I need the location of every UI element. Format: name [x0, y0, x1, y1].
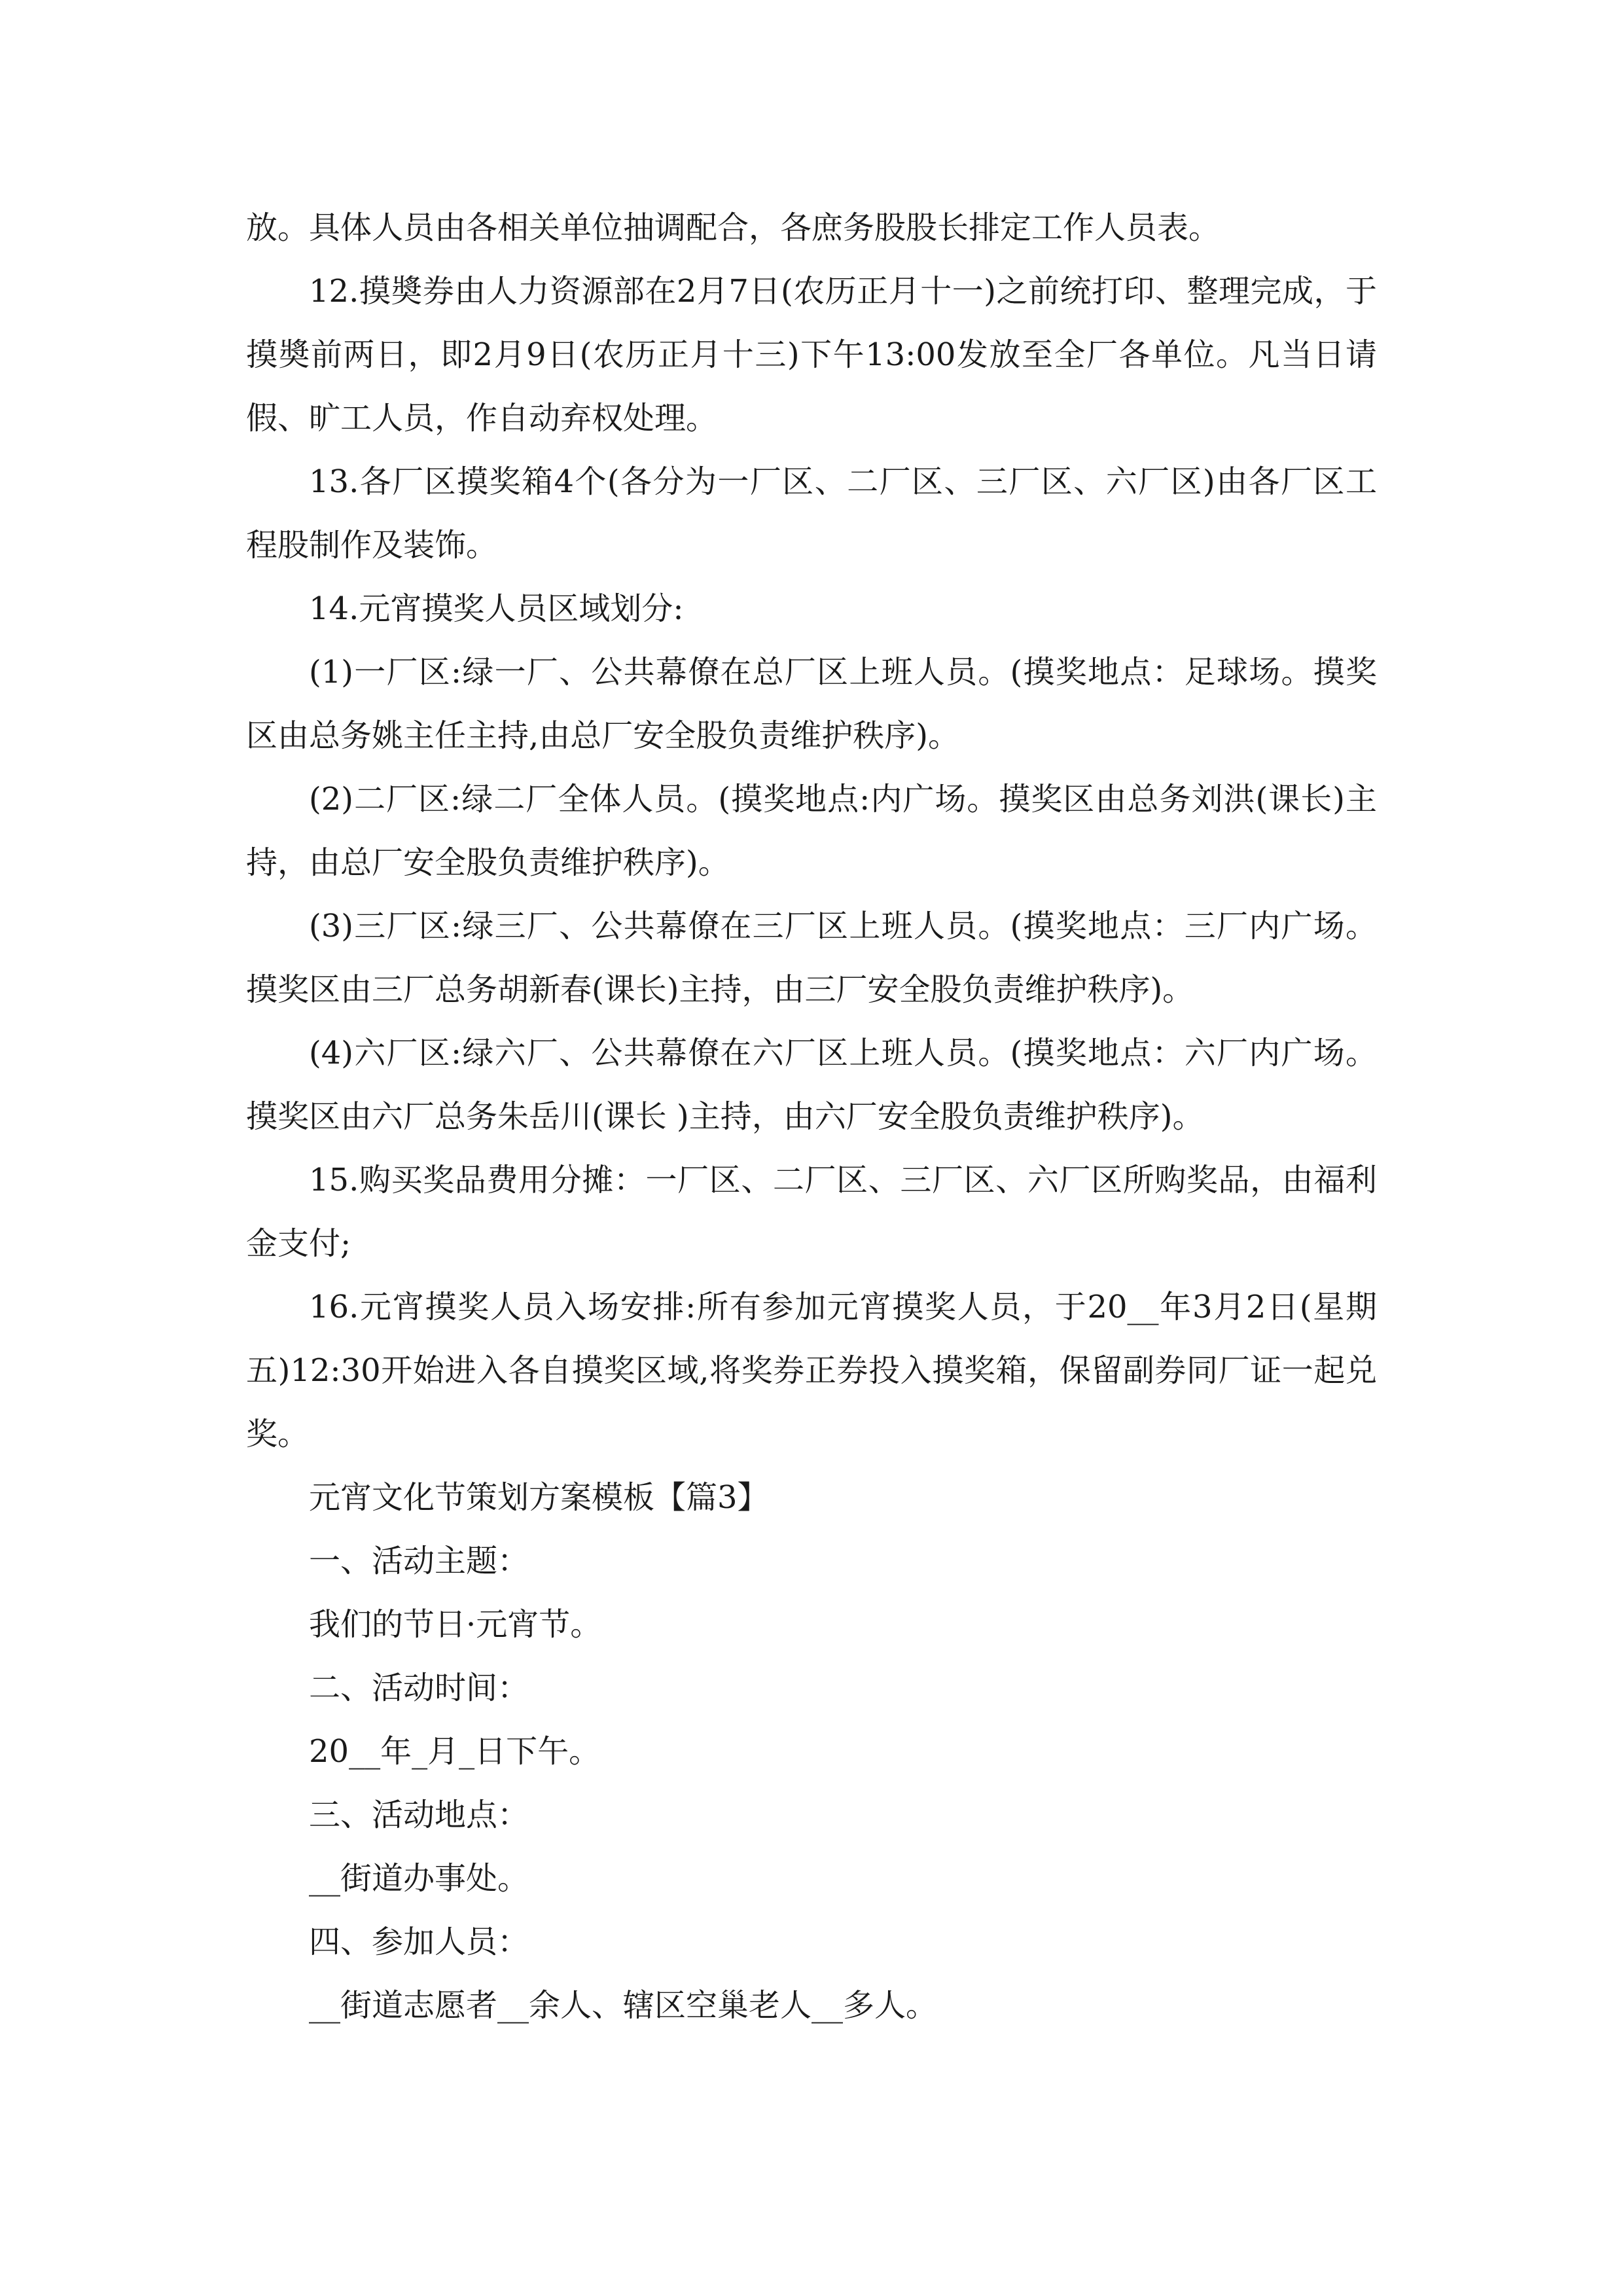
heading-time: 二、活动时间： [309, 1670, 529, 1706]
heading-location: 三、活动地点： [309, 1797, 529, 1833]
document-body [246, 196, 1377, 2037]
paragraph-area-3: (3)三厂区:绿三厂、公共幕僚在三厂区上班人员。(摸奖地点：三厂内广场。摸奖区由三厂总务胡新春(课长)主持，由三厂安全股负责维护秩序)。 [246, 908, 1377, 1008]
paragraph-item-15: 15.购买奖品费用分摊：一厂区、二厂区、三厂区、六厂区所购奖品，由福利金支付; [246, 1162, 1377, 1262]
paragraph-area-1: (1)一厂区:绿一厂、公共幕僚在总厂区上班人员。(摸奖地点：足球场。摸奖区由总务姚主任主持,由总厂安全股负责维护秩序)。 [246, 654, 1377, 754]
paragraph-item-13: 13.各厂区摸奖箱4个(各分为一厂区、二厂区、三厂区、六厂区)由各厂区工程股制作及装饰。 [246, 463, 1377, 564]
value-location: __街道办事处。 [309, 1860, 529, 1897]
paragraph-item-14: 14.元宵摸奖人员区域划分: [309, 590, 684, 627]
value-time: 20__年_月_日下午。 [309, 1733, 601, 1770]
value-participants: __街道志愿者__余人、辖区空巢老人__多人。 [309, 1987, 938, 2024]
paragraph-item-12: 12.摸奬券由人力资源部在2月7日(农历正月十一)之前统打印、整理完成，于摸奬前两日，即2月9日(农历正月十三)下午13:00发放至全厂各单位。凡当日请假、旷工人员，作自动弃权处理。 [246, 273, 1377, 437]
paragraph-item-16: 16.元宵摸奖人员入场安排:所有参加元宵摸奖人员，于20__年3月2日(星期五)12:30开始进入各自摸奖区域,将奖券正券投入摸奖箱，保留副券同厂证一起兑奖。 [246, 1289, 1377, 1452]
paragraph-area-2: (2)二厂区:绿二厂全体人员。(摸奖地点:内广场。摸奖区由总务刘洪(课长)主持，由总厂安全股负责维护秩序)。 [246, 781, 1377, 881]
heading-participants: 四、参加人员： [309, 1924, 529, 1960]
value-theme: 我们的节日·元宵节。 [309, 1606, 602, 1643]
paragraph-continuation: 放。具体人员由各相关单位抽调配合，各庶务股股长排定工作人员表。 [246, 209, 1221, 246]
heading-theme: 一、活动主题： [309, 1543, 529, 1579]
section-heading: 元宵文化节策划方案模板【篇3】 [309, 1479, 769, 1516]
paragraph-area-6: (4)六厂区:绿六厂、公共幕僚在六厂区上班人员。(摸奖地点：六厂内广场。摸奖区由六厂总务朱岳川(课长 )主持，由六厂安全股负责维护秩序)。 [246, 1035, 1377, 1135]
